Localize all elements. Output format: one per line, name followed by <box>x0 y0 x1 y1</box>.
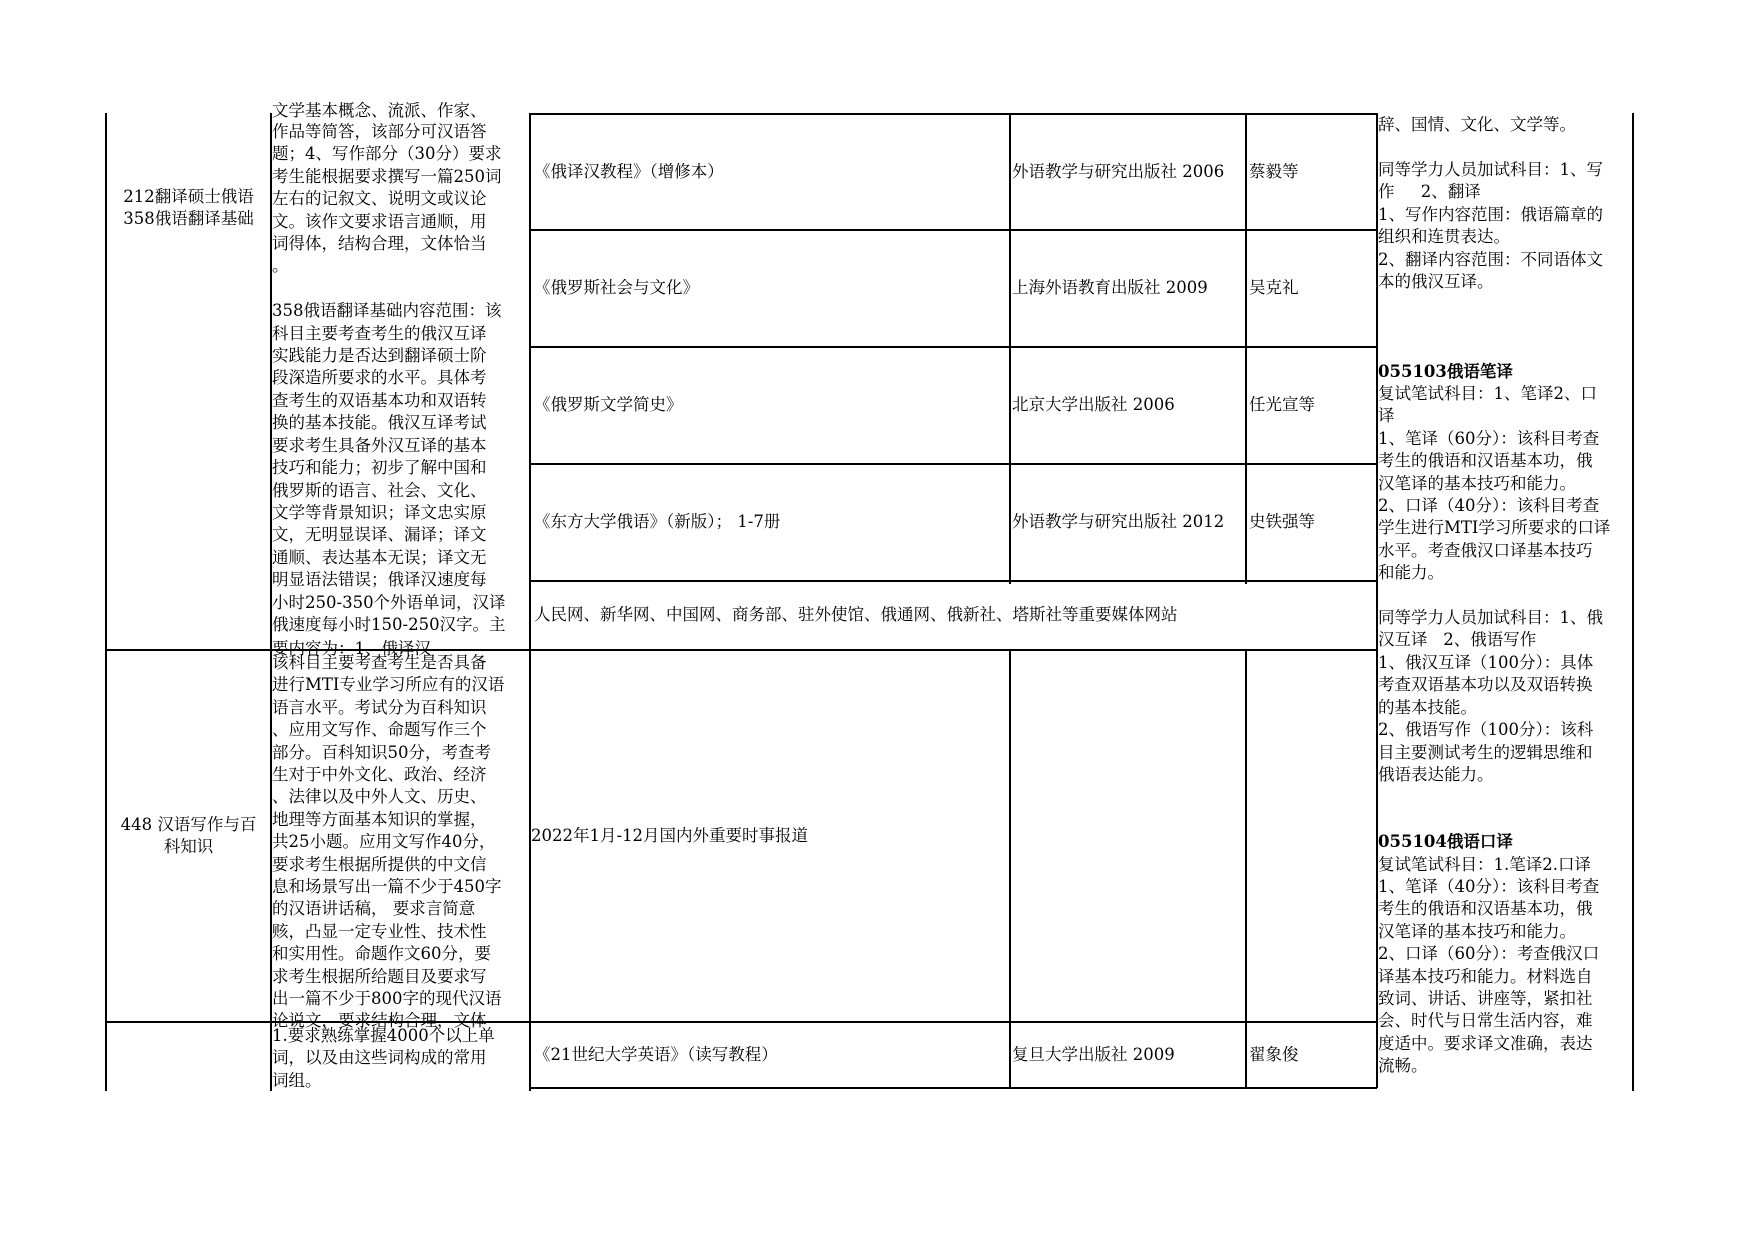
content-line: 词，以及由这些词构成的常用 <box>272 1048 487 1068</box>
content-line: 、应用文写作、命题写作三个 <box>272 720 487 740</box>
content-line: 题；4、写作部分（30分）要求 <box>272 144 502 164</box>
content-line <box>272 278 506 300</box>
content-line: 明显语法错误；俄译汉速度每 <box>272 570 487 590</box>
content-line: 俄罗斯的语言、社会、文化、 <box>272 480 487 500</box>
note-line: 汉互译 2、俄语写作 <box>1378 630 1537 650</box>
note-line: 2、俄语写作（100分）：该科 <box>1378 720 1594 740</box>
content-line: 文，无明显误译、漏译；译文 <box>272 525 487 545</box>
note-heading: 055103俄语笔译 <box>1378 361 1513 381</box>
content-line: 作品等简答，该部分可汉语答 <box>272 122 487 141</box>
spacer <box>1378 316 1610 338</box>
content-line: 科目主要考查考生的俄汉互译 <box>272 323 487 343</box>
note-line: 1、俄汉互译（100分）：具体 <box>1378 652 1594 672</box>
content-line: 语言水平。考试分为百科知识 <box>272 697 487 717</box>
book-title-2: 《俄罗斯社会与文化》 <box>534 278 699 298</box>
content-line: 该科目主要考查考生是否具备 <box>272 653 487 672</box>
content-line: 生对于中外文化、政治、经济 <box>272 765 487 785</box>
content-line: 。 <box>272 256 289 276</box>
content-clipped-top: 文学基本概念、流派、作家、 <box>272 101 487 120</box>
note-line: 流畅。 <box>1378 1056 1428 1076</box>
content-line: 技巧和能力；初步了解中国和 <box>272 458 487 478</box>
book-author-2: 吴克礼 <box>1249 278 1299 298</box>
content-line: 段深造所要求的水平。具体考 <box>272 368 487 388</box>
note-line: 组织和连贯表达。 <box>1378 227 1510 247</box>
note-line: 汉笔译的基本技巧和能力。 <box>1378 473 1576 493</box>
news-reports: 2022年1月-12月国内外重要时事报道 <box>531 825 809 845</box>
content-clipped-bottom: 论说文，要求结构合理，文体 <box>272 1011 487 1030</box>
note-line: 2、翻译内容范围：不同语体文 <box>1378 249 1603 269</box>
note-line: 译 <box>1378 406 1395 426</box>
note-line: 2、口译（60分）：考查俄汉口 <box>1378 944 1600 964</box>
content-line: 进行MTI专业学习所应有的汉语 <box>272 675 505 695</box>
content-line: 赅，凸显一定专业性、技术性 <box>272 921 487 941</box>
book-author-4: 史铁强等 <box>1249 512 1315 532</box>
content-cell-212-358 <box>272 101 529 658</box>
grid-line <box>1632 113 1634 1091</box>
book-publisher-3: 北京大学出版社 2006 <box>1012 395 1175 415</box>
spacer <box>1378 338 1610 360</box>
content-line: 1.要求熟练掌握4000个以上单 <box>272 1026 495 1045</box>
content-text <box>272 652 504 1011</box>
content-cell-english <box>272 1023 529 1089</box>
media-websites: 人民网、新华网、中国网、商务部、驻外使馆、俄通网、俄新社、塔斯社等重要媒体网站 <box>534 605 1178 625</box>
spacer <box>1378 809 1610 831</box>
content-line: 考生能根据要求撰写一篇250词 <box>272 166 502 186</box>
content-line: 要求考生具备外汉互译的基本 <box>272 435 487 455</box>
subject-cell-448 <box>107 651 270 1021</box>
content-line: 查考生的双语基本功和双语转 <box>272 390 487 410</box>
content-cell-448 <box>272 651 529 1030</box>
note-line: 考查双语基本功以及双语转换 <box>1378 675 1593 695</box>
book-author-1: 蔡毅等 <box>1249 161 1299 181</box>
book-author-3: 任光宣等 <box>1249 395 1315 415</box>
subject-label: 448 汉语写作与百 科知识 <box>120 814 257 856</box>
content-line: 词得体，结构合理，文体恰当 <box>272 234 487 254</box>
content-line: 通顺、表达基本无误；译文无 <box>272 547 487 567</box>
note-line: 同等学力人员加试科目：1、写 <box>1378 160 1603 179</box>
content-line: 共25小题。应用文写作40分， <box>272 832 496 852</box>
note-line: 和能力。 <box>1378 563 1444 583</box>
book-author-5: 翟象俊 <box>1249 1044 1299 1064</box>
content-line: 实践能力是否达到翻译硕士阶 <box>272 346 487 366</box>
note-line: 复试笔试科目：1、笔译2、口 <box>1378 384 1597 404</box>
subject-cell-212-358 <box>107 113 270 303</box>
book-title-1: 《俄译汉教程》（增修本） <box>534 161 724 181</box>
note-line: 1、笔译（60分）：该科目考查 <box>1378 428 1600 448</box>
content-line: 地理等方面基本知识的掌握， <box>272 809 487 829</box>
note-line: 2、口译（40分）：该科目考查 <box>1378 496 1600 516</box>
spacer <box>1378 585 1610 607</box>
note-line: 俄语表达能力。 <box>1378 764 1494 784</box>
note-line: 目主要测试考生的逻辑思维和 <box>1378 742 1593 762</box>
content-line: 要求考生根据所提供的中文信 <box>272 854 487 874</box>
content-line: 部分。百科知识50分，考查考 <box>272 742 491 762</box>
subject-label: 212翻译硕士俄语 358俄语翻译基础 <box>123 186 254 228</box>
content-line: 文。该作文要求语言通顺，用 <box>272 211 487 231</box>
grid-line <box>529 1087 1377 1089</box>
note-line: 会、时代与日常生活内容，难 <box>1378 1011 1593 1031</box>
note-line: 同等学力人员加试科目：1、俄 <box>1378 608 1603 628</box>
content-clipped-bottom: 要内容为：1、俄译汉 <box>272 639 431 658</box>
content-line: 词组。 <box>272 1070 322 1090</box>
content-line: 文学等背景知识；译文忠实原 <box>272 502 487 522</box>
book-title-3: 《俄罗斯文学简史》 <box>534 395 683 415</box>
content-text <box>272 121 506 636</box>
notes-body <box>1378 159 1610 1078</box>
content-line: 358俄语翻译基础内容范围：该 <box>272 301 502 321</box>
book-publisher-2: 上海外语教育出版社 2009 <box>1012 278 1208 298</box>
note-line: 的基本技能。 <box>1378 697 1477 717</box>
note-line: 学生进行MTI学习所要求的口译 <box>1378 518 1611 538</box>
content-text <box>272 1025 495 1092</box>
note-line: 汉笔译的基本技巧和能力。 <box>1378 921 1576 941</box>
note-line: 复试笔试科目：1.笔译2.口译 <box>1378 854 1591 874</box>
note-line: 考生的俄语和汉语基本功，俄 <box>1378 899 1593 919</box>
content-line: 左右的记叙文、说明文或议论 <box>272 189 487 209</box>
content-line: 的汉语讲话稿， 要求言简意 <box>272 899 476 919</box>
content-line: 息和场景写出一篇不少于450字 <box>272 877 502 897</box>
notes-top-clipped: 辞、国情、文化、文学等。 <box>1378 115 1576 134</box>
content-line: 、法律以及中外人文、历史、 <box>272 787 487 807</box>
note-heading: 055104俄语口译 <box>1378 832 1513 852</box>
book-title-4: 《东方大学俄语》（新版）； 1-7册 <box>534 512 781 532</box>
content-line: 和实用性。命题作文60分，要 <box>272 944 491 964</box>
book-publisher-1: 外语教学与研究出版社 2006 <box>1012 161 1225 181</box>
note-line: 考生的俄语和汉语基本功，俄 <box>1378 451 1593 471</box>
book-title-5: 《21世纪大学英语》（读写教程） <box>534 1044 778 1064</box>
note-line: 度适中。要求译文准确，表达 <box>1378 1033 1593 1053</box>
note-line: 作 2、翻译 <box>1378 182 1481 202</box>
book-publisher-5: 复旦大学出版社 2009 <box>1012 1044 1175 1064</box>
spacer <box>1378 293 1610 315</box>
note-line: 1、写作内容范围：俄语篇章的 <box>1378 204 1603 224</box>
content-line: 换的基本技能。俄汉互译考试 <box>272 413 487 433</box>
note-line: 译基本技巧和能力。材料选自 <box>1378 966 1593 986</box>
content-line: 小时250-350个外语单词，汉译 <box>272 592 506 612</box>
note-line: 1、笔译（40分）：该科目考查 <box>1378 876 1600 896</box>
content-line: 出一篇不少于800字的现代汉语 <box>272 989 502 1009</box>
note-line: 致词、讲话、讲座等，紧扣社 <box>1378 988 1593 1008</box>
content-line: 求考生根据所给题目及要求写 <box>272 966 487 986</box>
grid-line <box>1009 113 1011 584</box>
book-publisher-4: 外语教学与研究出版社 2012 <box>1012 512 1225 532</box>
content-line: 俄速度每小时150-250汉字。主 <box>272 614 506 634</box>
note-line: 本的俄汉互译。 <box>1378 272 1494 292</box>
spacer <box>1378 786 1610 808</box>
note-line: 水平。考查俄汉口译基本技巧 <box>1378 540 1593 560</box>
notes-column <box>1378 113 1632 1088</box>
